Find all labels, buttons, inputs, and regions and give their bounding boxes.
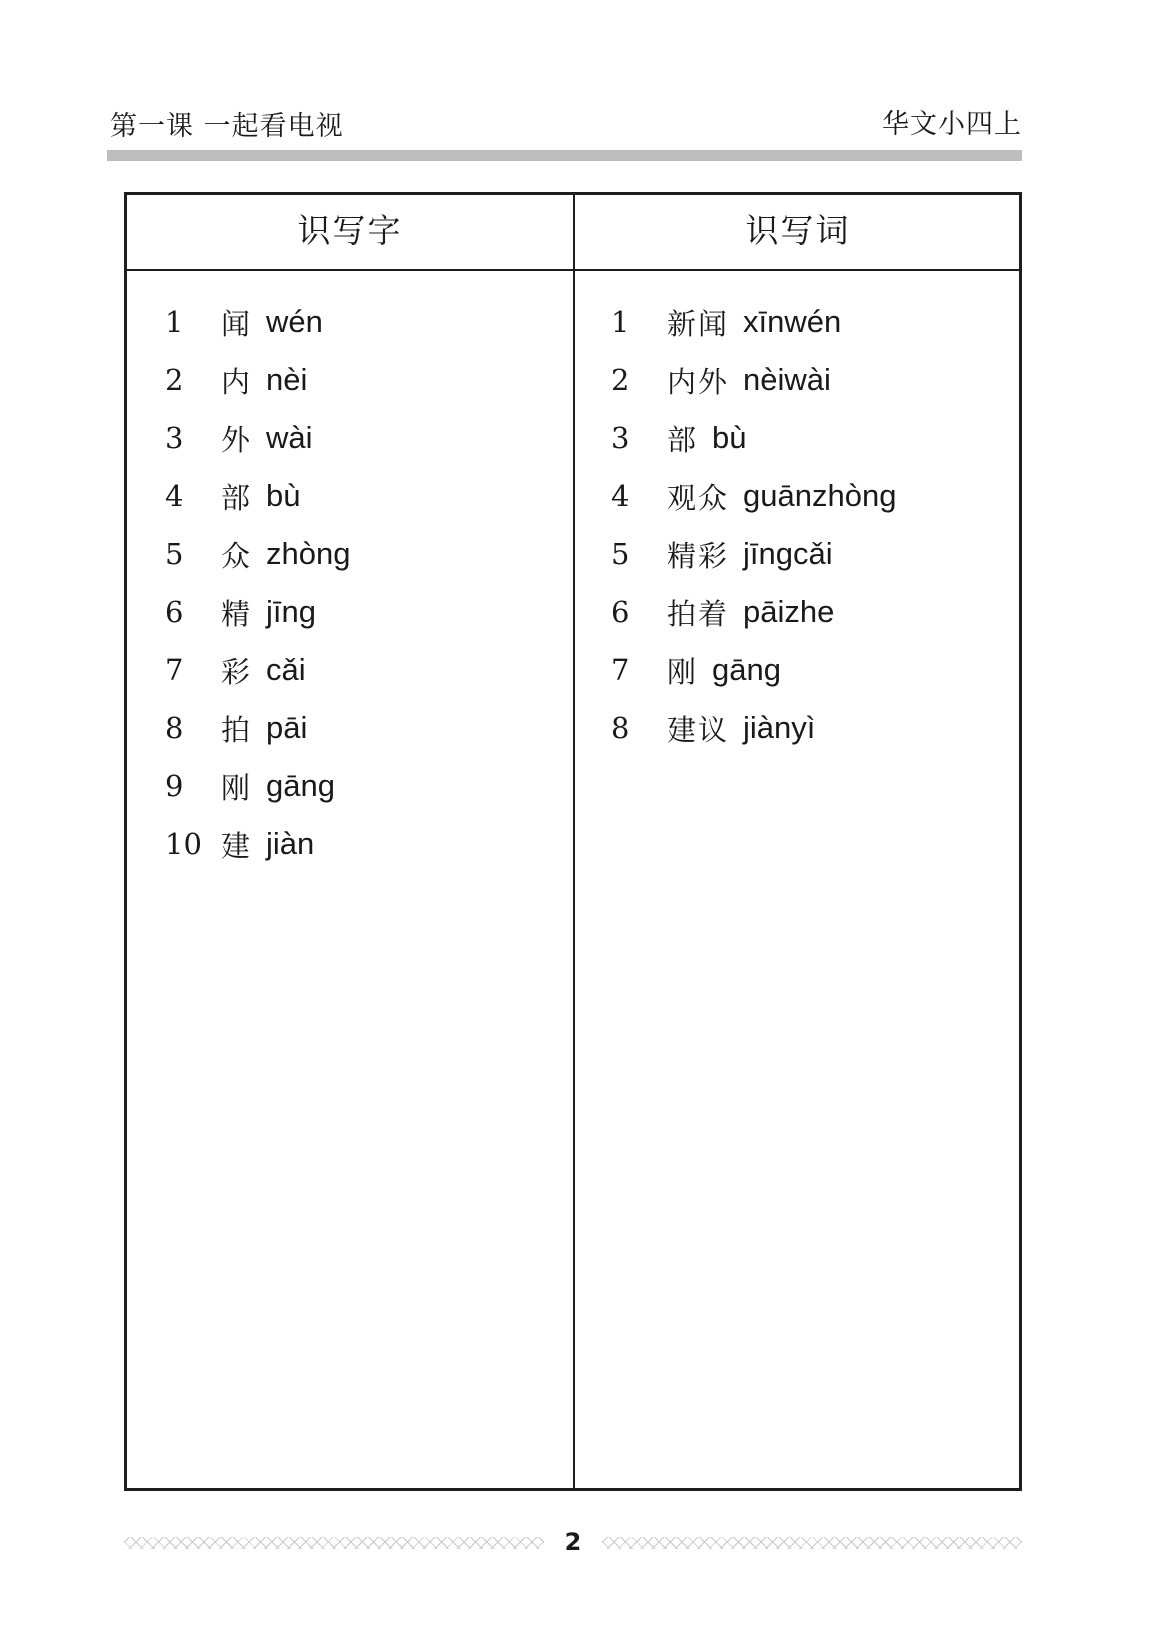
page-footer xyxy=(124,1528,1022,1556)
list-item xyxy=(165,467,350,525)
item-hanzi: 部 xyxy=(221,480,253,515)
item-pinyin: pāizhe xyxy=(743,594,835,629)
list-item xyxy=(611,351,896,409)
item-pinyin: gāng xyxy=(266,768,335,803)
item-number: 6 xyxy=(611,595,630,629)
column-divider xyxy=(573,195,575,1488)
item-number: 8 xyxy=(165,711,184,745)
list-item xyxy=(165,293,350,351)
list-item xyxy=(165,757,350,815)
item-hanzi: 彩 xyxy=(221,654,253,689)
item-pinyin: jīngcǎi xyxy=(743,536,833,571)
item-hanzi: 新闻 xyxy=(667,306,730,341)
item-pinyin: wén xyxy=(266,304,323,339)
list-item xyxy=(165,409,350,467)
item-number: 2 xyxy=(611,363,630,397)
list-item xyxy=(165,815,350,873)
item-number: 1 xyxy=(611,305,630,339)
item-hanzi: 精彩 xyxy=(667,538,730,573)
item-pinyin: jīng xyxy=(266,594,316,629)
book-title: 华文小四上 xyxy=(882,109,1022,140)
item-number: 7 xyxy=(611,653,630,687)
item-pinyin: zhòng xyxy=(266,536,351,571)
list-item xyxy=(165,641,350,699)
item-hanzi: 外 xyxy=(221,422,253,457)
character-list xyxy=(165,293,350,873)
decorative-pattern-left xyxy=(124,1537,544,1549)
word-list xyxy=(611,293,896,757)
item-number: 9 xyxy=(165,769,184,803)
item-hanzi: 建 xyxy=(221,828,253,863)
item-pinyin: nèi xyxy=(266,362,308,397)
item-number: 6 xyxy=(165,595,184,629)
list-item xyxy=(611,583,896,641)
decorative-pattern-right xyxy=(602,1537,1022,1549)
item-number: 5 xyxy=(611,537,630,571)
item-hanzi: 众 xyxy=(221,538,253,573)
item-number: 7 xyxy=(165,653,184,687)
item-pinyin: nèiwài xyxy=(743,362,831,397)
page-number: 2 xyxy=(564,1528,582,1556)
list-item xyxy=(611,699,896,757)
item-number: 8 xyxy=(611,711,630,745)
item-number: 4 xyxy=(611,479,630,513)
item-pinyin: pāi xyxy=(266,710,308,745)
header-divider xyxy=(107,150,1022,161)
list-item xyxy=(165,525,350,583)
item-number: 4 xyxy=(165,479,184,513)
item-hanzi: 观众 xyxy=(667,480,730,515)
item-hanzi: 部 xyxy=(667,422,699,457)
item-hanzi: 刚 xyxy=(221,770,253,805)
list-item xyxy=(611,293,896,351)
item-number: 5 xyxy=(165,537,184,571)
item-hanzi: 精 xyxy=(221,596,253,631)
item-number: 1 xyxy=(165,305,184,339)
column-header-words: 识写词 xyxy=(745,211,851,250)
list-item xyxy=(165,583,350,641)
item-pinyin: bù xyxy=(266,478,301,513)
column-header-characters: 识写字 xyxy=(297,211,403,250)
list-item xyxy=(611,525,896,583)
list-item xyxy=(165,699,350,757)
item-number: 3 xyxy=(165,421,184,455)
item-pinyin: guānzhòng xyxy=(743,478,897,513)
item-hanzi: 建议 xyxy=(667,712,730,747)
item-hanzi: 内外 xyxy=(667,364,730,399)
item-pinyin: gāng xyxy=(712,652,781,687)
item-pinyin: wài xyxy=(266,420,313,455)
vocabulary-table xyxy=(124,192,1022,1491)
item-hanzi: 拍 xyxy=(221,712,253,747)
item-number: 2 xyxy=(165,363,184,397)
item-hanzi: 内 xyxy=(221,364,253,399)
item-hanzi: 拍着 xyxy=(667,596,730,631)
list-item xyxy=(165,351,350,409)
item-number: 3 xyxy=(611,421,630,455)
list-item xyxy=(611,467,896,525)
item-pinyin: jiàn xyxy=(266,826,315,861)
item-pinyin: bù xyxy=(712,420,747,455)
item-pinyin: xīnwén xyxy=(743,304,842,339)
item-hanzi: 刚 xyxy=(667,654,699,689)
lesson-title: 第一课 一起看电视 xyxy=(110,111,344,142)
item-hanzi: 闻 xyxy=(221,306,253,341)
item-pinyin: cǎi xyxy=(266,652,306,687)
item-number: 10 xyxy=(165,827,202,861)
list-item xyxy=(611,409,896,467)
list-item xyxy=(611,641,896,699)
item-pinyin: jiànyì xyxy=(743,710,816,745)
